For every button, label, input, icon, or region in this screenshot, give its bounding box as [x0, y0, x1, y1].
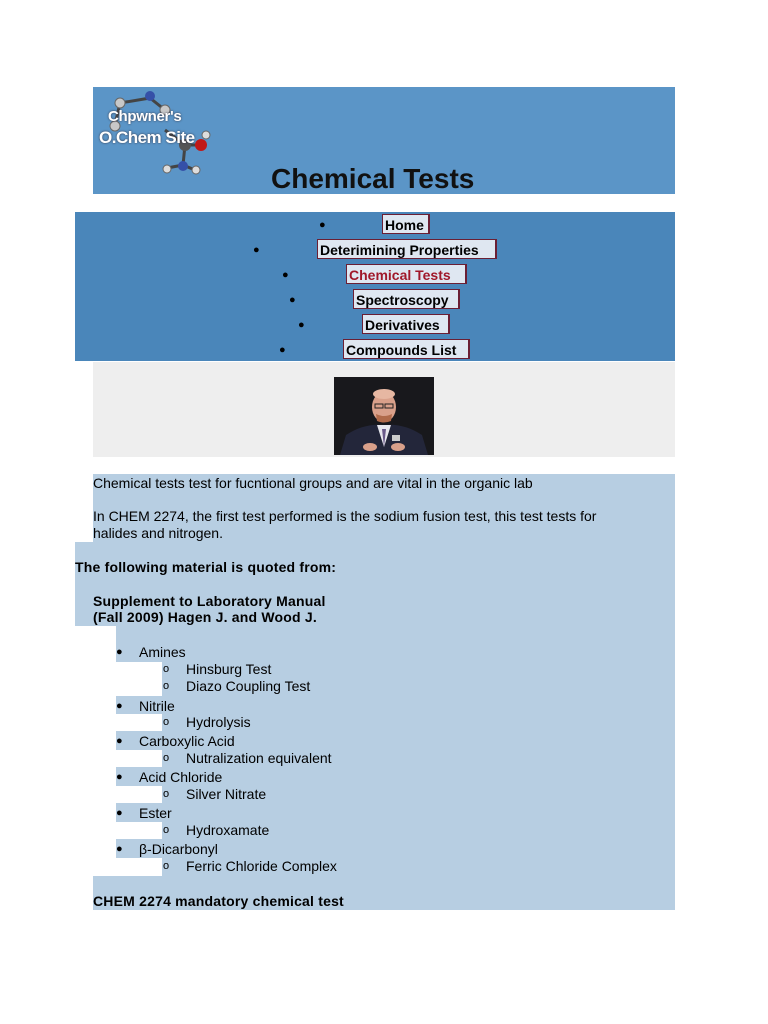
- bullet-icon: ●: [282, 269, 289, 281]
- nav-link-home[interactable]: Home: [382, 214, 430, 234]
- bullet-icon: ●: [116, 700, 123, 712]
- circle-bullet-icon: o: [163, 860, 170, 872]
- logo-text-line2: O.Chem Site: [99, 128, 195, 147]
- group-name: Nitrile: [139, 698, 175, 714]
- source-line2: (Fall 2009) Hagen J. and Wood J.: [93, 609, 317, 625]
- bullet-icon: ●: [116, 771, 123, 783]
- list-indent-gap: [93, 626, 116, 644]
- nav-link-spectroscopy[interactable]: Spectroscopy: [353, 289, 460, 309]
- nav-item-determining-properties: [75, 239, 675, 261]
- bullet-icon: ●: [116, 735, 123, 747]
- nav-menu: [75, 212, 675, 361]
- nav-item-home: [75, 214, 675, 236]
- nav-link-derivatives[interactable]: Derivatives: [362, 314, 450, 334]
- nav-item-chemical-tests: [75, 264, 675, 286]
- group-name: Ester: [139, 805, 172, 821]
- circle-bullet-icon: o: [163, 680, 170, 692]
- group-name: Carboxylic Acid: [139, 733, 235, 749]
- circle-bullet-icon: o: [163, 788, 170, 800]
- bullet-icon: ●: [319, 219, 326, 231]
- test-name: Ferric Chloride Complex: [186, 858, 337, 874]
- list-indent-gap: [93, 644, 116, 876]
- test-name: Hydroxamate: [186, 822, 270, 838]
- test-name: Hydrolysis: [186, 714, 251, 730]
- footer-heading: CHEM 2274 mandatory chemical test: [93, 893, 344, 909]
- list-indent-gap: [116, 858, 162, 876]
- test-name: Diazo Coupling Test: [186, 678, 311, 694]
- nav-link-compounds-list[interactable]: Compounds List: [343, 339, 470, 359]
- paragraph-line1: In CHEM 2274, the first test performed is the sodium fusion test, this test tests for: [93, 508, 597, 524]
- circle-bullet-icon: o: [163, 752, 170, 764]
- list-indent-gap: [116, 822, 162, 839]
- test-name: Nutralization equivalent: [186, 750, 332, 766]
- bullet-icon: ●: [253, 244, 260, 256]
- bullet-icon: ●: [116, 807, 123, 819]
- intro-text: Chemical tests test for fucntional groups and are vital in the organic lab: [93, 475, 533, 491]
- group-name: β-Dicarbonyl: [139, 841, 218, 857]
- paragraph-line2: halides and nitrogen.: [93, 525, 223, 541]
- test-name: Hinsburg Test: [186, 661, 272, 677]
- nav-link-determining-properties[interactable]: Deterimining Properties: [317, 239, 497, 259]
- bullet-icon: ●: [116, 646, 123, 658]
- quote-heading: The following material is quoted from:: [75, 559, 337, 575]
- bullet-icon: ●: [289, 294, 296, 306]
- nav-item-spectroscopy: [75, 289, 675, 311]
- list-indent-gap: [116, 662, 162, 696]
- bullet-icon: ●: [279, 344, 286, 356]
- circle-bullet-icon: o: [163, 663, 170, 675]
- nav-link-chemical-tests[interactable]: Chemical Tests: [346, 264, 467, 284]
- nav-item-derivatives: [75, 314, 675, 336]
- list-indent-gap: [116, 786, 162, 803]
- test-name: Silver Nitrate: [186, 786, 267, 802]
- list-indent-gap: [116, 714, 162, 731]
- nav-item-compounds-list: [75, 339, 675, 361]
- source-line1: Supplement to Laboratory Manual: [93, 593, 326, 609]
- group-name: Acid Chloride: [139, 769, 223, 785]
- bullet-icon: ●: [116, 843, 123, 855]
- page-title: Chemical Tests: [271, 163, 475, 194]
- list-indent-gap: [116, 750, 162, 767]
- circle-bullet-icon: o: [163, 824, 170, 836]
- lecturer-photo: [334, 377, 434, 455]
- logo-text-line1: Chpwner's: [108, 108, 182, 125]
- bullet-icon: ●: [298, 319, 305, 331]
- circle-bullet-icon: o: [163, 716, 170, 728]
- group-name: Amines: [139, 644, 186, 660]
